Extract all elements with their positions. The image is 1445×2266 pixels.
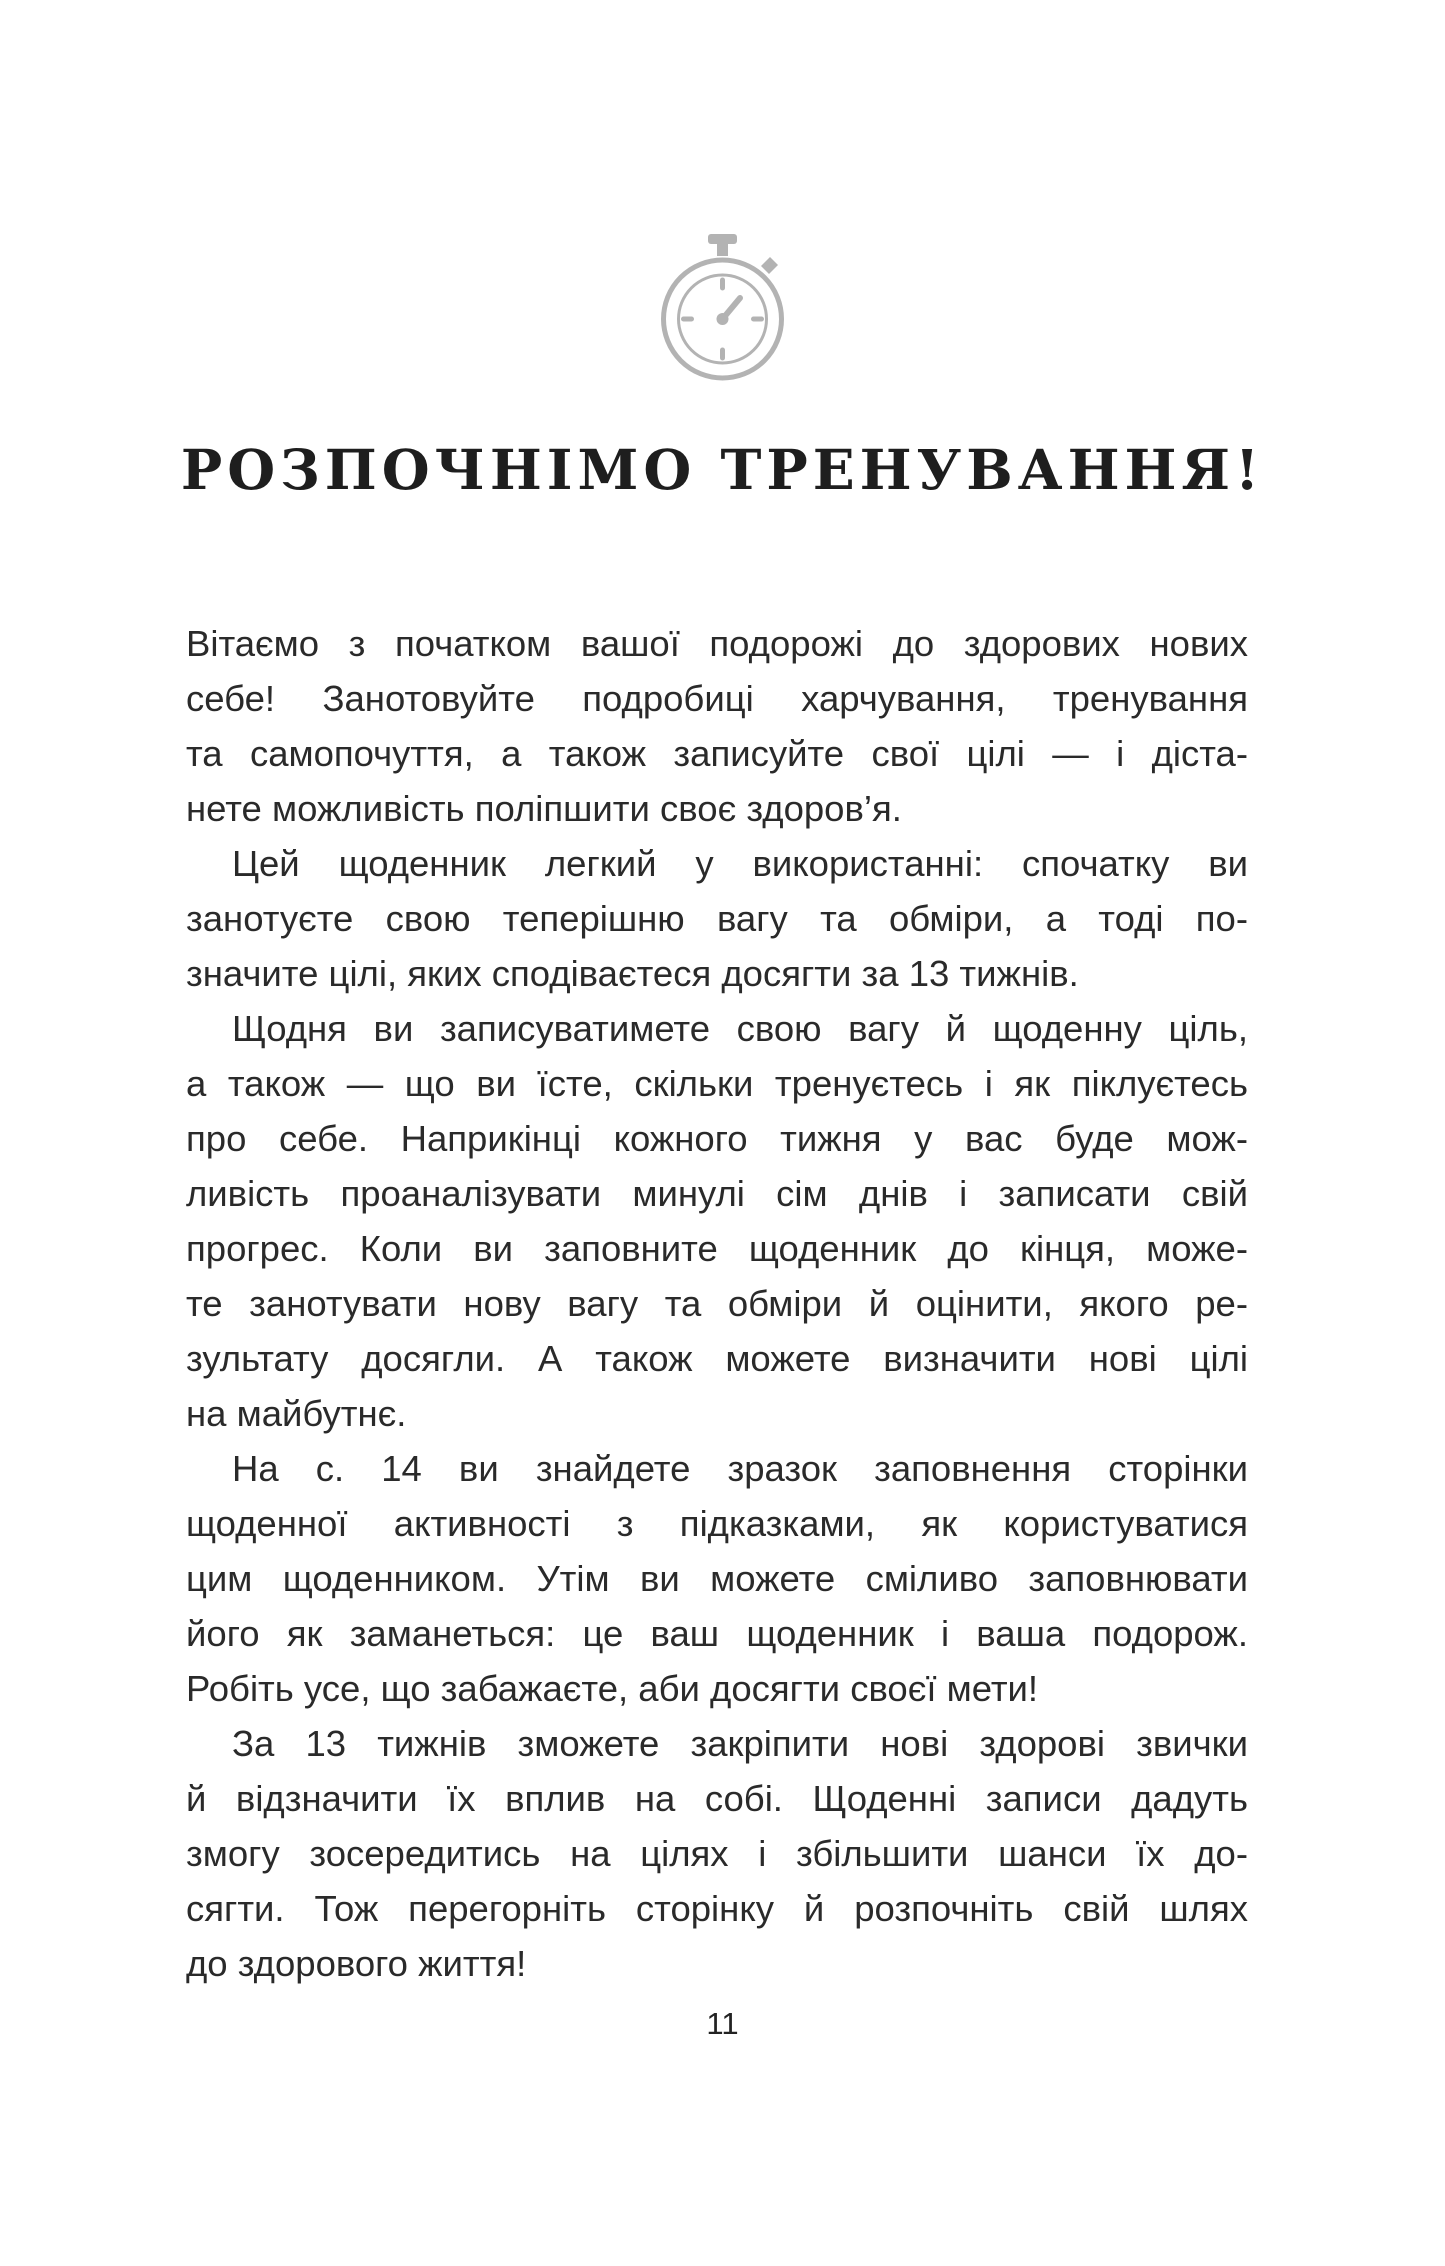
text-line: нете можливість поліпшити своє здоров’я. bbox=[186, 788, 902, 829]
text-line: Робіть усе, що забажаєте, аби досягти своєї мети! bbox=[186, 1668, 1039, 1709]
page-title: РОЗПОЧНІМО ТРЕНУВАННЯ! bbox=[180, 437, 1265, 502]
paragraph-5 bbox=[186, 1716, 1248, 1991]
text-line: ливість проаналізувати минулі сім днів і записати свій bbox=[186, 1173, 1248, 1214]
page-number: 11 bbox=[706, 2006, 739, 2041]
text-line: сягти. Тож перегорніть сторінку й розпочніть свій шлях bbox=[186, 1888, 1248, 1929]
text-line: й відзначити їх вплив на собі. Щоденні записи дадуть bbox=[186, 1778, 1248, 1819]
paragraph-3 bbox=[186, 1001, 1248, 1441]
text-line: щоденної активності з підказками, як користуватися bbox=[186, 1503, 1248, 1544]
text-line: зультату досягли. А також можете визначити нові цілі bbox=[186, 1338, 1248, 1379]
body-text bbox=[186, 616, 1248, 1991]
text-line: а також — що ви їсте, скільки тренуєтесь і як піклуєтесь bbox=[186, 1063, 1248, 1104]
text-line: змогу зосередитись на цілях і збільшити шанси їх до- bbox=[186, 1833, 1248, 1874]
text-line: Щодня ви записуватимете свою вагу й щоденну ціль, bbox=[232, 1008, 1248, 1049]
paragraph-4 bbox=[186, 1441, 1248, 1716]
text-line: За 13 тижнів зможете закріпити нові здорові звички bbox=[232, 1723, 1248, 1764]
text-line: те занотувати нову вагу та обміри й оцінити, якого ре- bbox=[186, 1283, 1248, 1324]
text-line: його як заманеться: це ваш щоденник і ваша подорож. bbox=[186, 1613, 1248, 1654]
text-line: Вітаємо з початком вашої подорожі до здорових нових bbox=[186, 623, 1248, 664]
stopwatch-icon bbox=[600, 228, 845, 388]
text-line: прогрес. Коли ви заповните щоденник до кінця, може- bbox=[186, 1228, 1248, 1269]
text-line: значите цілі, яких сподіваєтеся досягти за 13 тижнів. bbox=[186, 953, 1079, 994]
text-line: до здорового життя! bbox=[186, 1943, 527, 1984]
text-line: цим щоденником. Утім ви можете сміливо заповнювати bbox=[186, 1558, 1248, 1599]
text-line: На с. 14 ви знайдете зразок заповнення сторінки bbox=[232, 1448, 1248, 1489]
text-line: себе! Занотовуйте подробиці харчування, тренування bbox=[186, 678, 1248, 719]
text-line: Цей щоденник легкий у використанні: спочатку ви bbox=[232, 843, 1248, 884]
text-line: на майбутнє. bbox=[186, 1393, 407, 1434]
paragraph-2 bbox=[186, 836, 1248, 1001]
text-line: та самопочуття, а також записуйте свої цілі — і діста- bbox=[186, 733, 1248, 774]
paragraph-1 bbox=[186, 616, 1248, 836]
text-line: про себе. Наприкінці кожного тижня у вас буде мож- bbox=[186, 1118, 1248, 1159]
text-line: занотуєте свою теперішню вагу та обміри, а тоді по- bbox=[186, 898, 1248, 939]
